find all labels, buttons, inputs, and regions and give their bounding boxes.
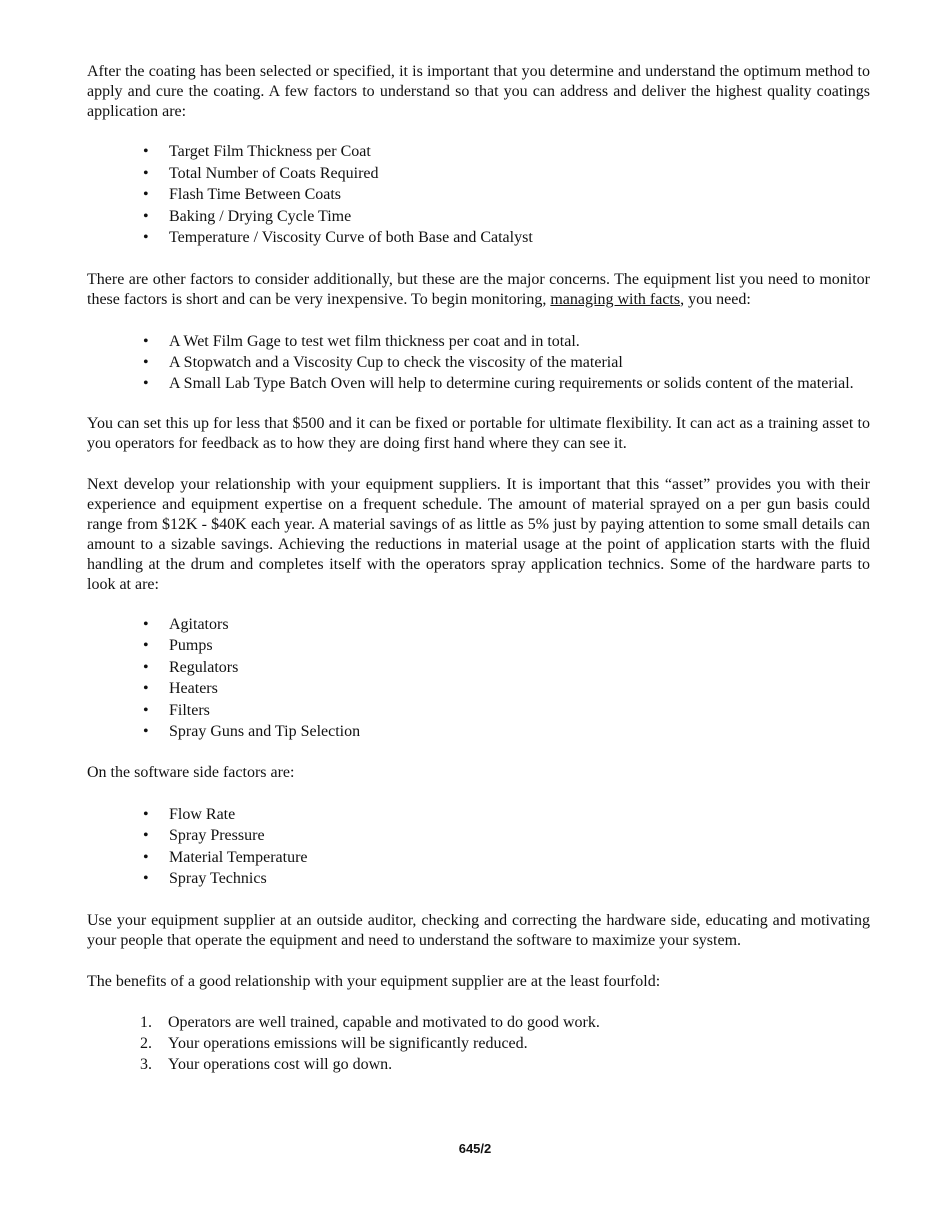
list-item: • Total Number of Coats Required <box>87 163 870 185</box>
supplier-paragraph: Next develop your relationship with your equipment suppliers. It is important that this “asset” provides you with their experience and equipment expertise on a frequent schedule. The amount of material sprayed on a per gun basis could range from $12K - $40K each year. A material savings of as little as 5% just by paying attention to some small details can amount to a sizable savings. Achieving the reductions in material usage at the point of application starts with the fluid handling at the drum and completes itself with the operators spray application technics. Some of the hardware parts to look at are: <box>87 475 870 593</box>
list-item: • Regulators <box>87 657 870 679</box>
list-item: • Baking / Drying Cycle Time <box>87 206 870 228</box>
bullet-icon: • <box>143 143 149 160</box>
bullet-icon: • <box>143 207 149 225</box>
bullet-icon: • <box>143 827 149 844</box>
bullet-icon: • <box>143 848 149 866</box>
list-item: 1. Operators are well trained, capable and motivated to do good work. <box>140 1013 600 1031</box>
equipment-list <box>87 331 870 393</box>
benefits-list <box>87 1012 870 1075</box>
list-item: • Spray Pressure <box>87 825 870 847</box>
list-item: • Filters <box>87 700 870 722</box>
list-item: • Spray Guns and Tip Selection <box>87 721 870 743</box>
bullet-icon: • <box>143 229 149 246</box>
list-item: • A Stopwatch and a Viscosity Cup to check the viscosity of the material <box>87 352 870 374</box>
bullet-icon: • <box>143 374 149 392</box>
bullet-icon: • <box>143 186 149 203</box>
list-item: • Spray Technics <box>87 868 870 890</box>
list-item: • Target Film Thickness per Coat <box>87 141 870 163</box>
list-item: • Temperature / Viscosity Curve of both Base and Catalyst <box>87 227 870 249</box>
software-factors-list <box>87 804 870 890</box>
list-item: • Flash Time Between Coats <box>87 184 870 206</box>
list-item: • Pumps <box>87 635 870 657</box>
document-body <box>87 60 870 1075</box>
list-item: • Heaters <box>87 678 870 700</box>
auditor-paragraph: Use your equipment supplier at an outside auditor, checking and correcting the hardware side, educating and motivating your people that operate the equipment and need to understand the software to maximize your system. <box>87 911 870 949</box>
list-item: • Flow Rate <box>87 804 870 826</box>
bullet-icon: • <box>143 680 149 697</box>
bullet-icon: • <box>143 701 149 719</box>
application-factors-list <box>87 141 870 249</box>
intro-paragraph: After the coating has been selected or specified, it is important that you determine and understand the optimum method to apply and cure the coating. A few factors to understand so that you can address and deliver the highest quality coatings application are: <box>87 63 870 120</box>
managing-with-facts-text: managing with facts <box>550 290 681 308</box>
list-item: • A Wet Film Gage to test wet film thickness per coat and in total. <box>87 331 870 353</box>
bullet-icon: • <box>143 164 149 182</box>
list-item: • A Small Lab Type Batch Oven will help to determine curing requirements or solids content of the material. <box>143 374 854 392</box>
software-paragraph: On the software side factors are: <box>87 763 295 781</box>
equipment-paragraph: There are other factors to consider additionally, but these are the major concerns. The equipment list you need to monitor these factors is short and can be very inexpensive. To begin monitoring, managing with facts, you need: <box>87 270 870 308</box>
bullet-icon: • <box>143 870 149 887</box>
list-item: • Agitators <box>87 614 870 636</box>
hardware-parts-list <box>87 614 870 743</box>
cost-paragraph: You can set this up for less that $500 and it can be fixed or portable for ultimate flexibility. It can act as a training asset to you operators for feedback as to how they are doing first hand where they can see it. <box>87 414 870 452</box>
bullet-icon: • <box>143 805 149 823</box>
bullet-icon: • <box>143 354 149 371</box>
bullet-icon: • <box>143 658 149 676</box>
benefits-paragraph: The benefits of a good relationship with your equipment supplier are at the least fourfold: <box>87 972 661 990</box>
page-number: 645/2 <box>458 1141 492 1156</box>
list-item: 3. Your operations cost will go down. <box>140 1055 393 1073</box>
bullet-icon: • <box>143 332 149 350</box>
list-item: 2. Your operations emissions will be significantly reduced. <box>140 1034 528 1052</box>
list-item: • Material Temperature <box>87 847 870 869</box>
bullet-icon: • <box>143 637 149 654</box>
bullet-icon: • <box>143 615 149 633</box>
bullet-icon: • <box>143 723 149 740</box>
